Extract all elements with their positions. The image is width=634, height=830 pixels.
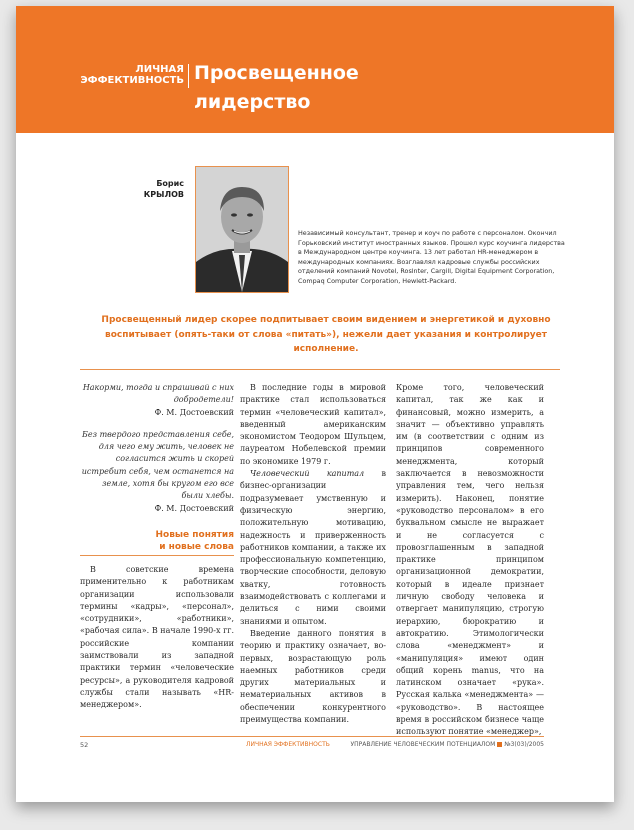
author-photo (195, 166, 289, 293)
body-paragraph-text: в бизнес-организации подразумевает умственную и физическую энергию, положительную мотивацию, надежность и приверженность работников компании, а также их профессиональную компетенцию, творческие способности, деловую хватку, готовность взаимодействовать с коллегами и делиться с ними своими знаниями и опытом. (240, 469, 386, 626)
article-title (194, 59, 494, 117)
column-1 (80, 382, 234, 712)
rubric-line-1: ЛИЧНАЯ (135, 64, 184, 75)
rubric-divider (188, 64, 189, 88)
author-last-name: КРЫЛОВ (143, 190, 184, 199)
body-paragraph: Кроме того, человеческий капитал, так же как и финансовый, можно измерить, а значит — объективно управлять им (в соответствии с одним из принципов современного менеджмента, который заключается в невозможности управления тем, чего нельзя измерить). Наконец, понятие «руководство персоналом» в его буквальном смысле не выражает и не согласуется с провозглашенным в западной практике принципом организационной демократии, который в идеале признает личную свободу человека и отвергает манипуляцию, строгую иерархию, бюрократию и автократию. Этимологически слова «менеджмент» и «манипуляция» имеют один общий корень manus, что на латинском означает «рука». Русская калька «менеджмента» — «руководство». В настоящее время в российском бизнесе чаще используют понятие «менеджер», (396, 383, 544, 737)
article-title-line-2: лидерство (194, 91, 311, 113)
epigraph-1-source: Ф. М. Достоевский (154, 407, 234, 417)
body-paragraph: В советские времена применительно к работникам организации использовали термины «кадры», «персонал», «сотрудники», «работники», «рабочая сила». В начале 1990-х гг. российские компании заимствовали из западной практики термин «человеческие ресурсы», а руководителя кадровой службы стали называть «HR-менеджером». (80, 564, 234, 710)
author-first-name: Борис (156, 179, 184, 188)
author-name (116, 178, 184, 200)
epigraph-2: Без твердого представления себе, для чего ему жить, человек не согласится жить и скорей истребит себя, чем останется на земле, хотя бы кругом его все были хлебы. (81, 429, 234, 501)
author-portrait-image (196, 167, 288, 292)
footer-section: ЛИЧНАЯ ЭФФЕКТИВНОСТЬ (246, 741, 330, 748)
footer-divider (80, 736, 544, 737)
term-emphasis: Человеческий капитал (250, 469, 365, 479)
lead-paragraph: Просвещенный лидер скорее подпитывает своим видением и энергетикой и духовно воспитывает (опять-таки от слова «питать»), нежели дает указания и контролирует исполнение. (101, 315, 551, 354)
page-number: 52 (80, 741, 89, 749)
column-2 (240, 382, 386, 726)
journal-issue: №3(03)/2005 (504, 741, 544, 748)
body-paragraph: В последние годы в мировой практике стал использоваться термин «человеческий капитал», введенный американским экономистом Теодором Шульцем, лауреатом Нобелевской премии по экономике 1979 г. (240, 383, 386, 466)
author-bio: Независимый консультант, тренер и коуч по работе с персоналом. Окончил Горьковский институт иностранных языков. Прошел курс коучинга лидерства в Международном центре коучинга. 13 лет работал HR-менеджером в международных компаниях. Возглавлял кадровые службы российских отделений компаний Novotel, Roslnter, Cargill, Digital Equipment Corporation, Compaq Computer Corporation, Hewlett-Packard. (298, 229, 565, 285)
rubric-line-2: ЭФФЕКТИВНОСТЬ (80, 75, 184, 86)
lead-divider (80, 369, 560, 370)
epigraph-1: Накорми, тогда и спрашивай с них добродетели! (82, 383, 234, 405)
body-paragraph: Введение данного понятия в теорию и практику означает, во-первых, возрастающую роль наемных работников среди других материальных и нематериальных активов в обеспечении конкурентного преимущества компании. (240, 628, 386, 725)
journal-name: УПРАВЛЕНИЕ ЧЕЛОВЕЧЕСКИМ ПОТЕНЦИАЛОМ (350, 741, 496, 748)
square-bullet-icon (497, 742, 502, 747)
magazine-page (16, 6, 614, 802)
epigraph-2-source: Ф. М. Достоевский (154, 503, 234, 513)
subheading-line-2: и новые слова (159, 541, 234, 552)
footer-journal (334, 741, 544, 748)
subheading-line-1: Новые понятия (155, 529, 234, 540)
rubric-label (78, 64, 184, 86)
column-3 (396, 382, 544, 739)
article-title-line-1: Просвещенное (194, 62, 359, 84)
subheading (80, 529, 234, 556)
body-paragraph (240, 468, 386, 628)
